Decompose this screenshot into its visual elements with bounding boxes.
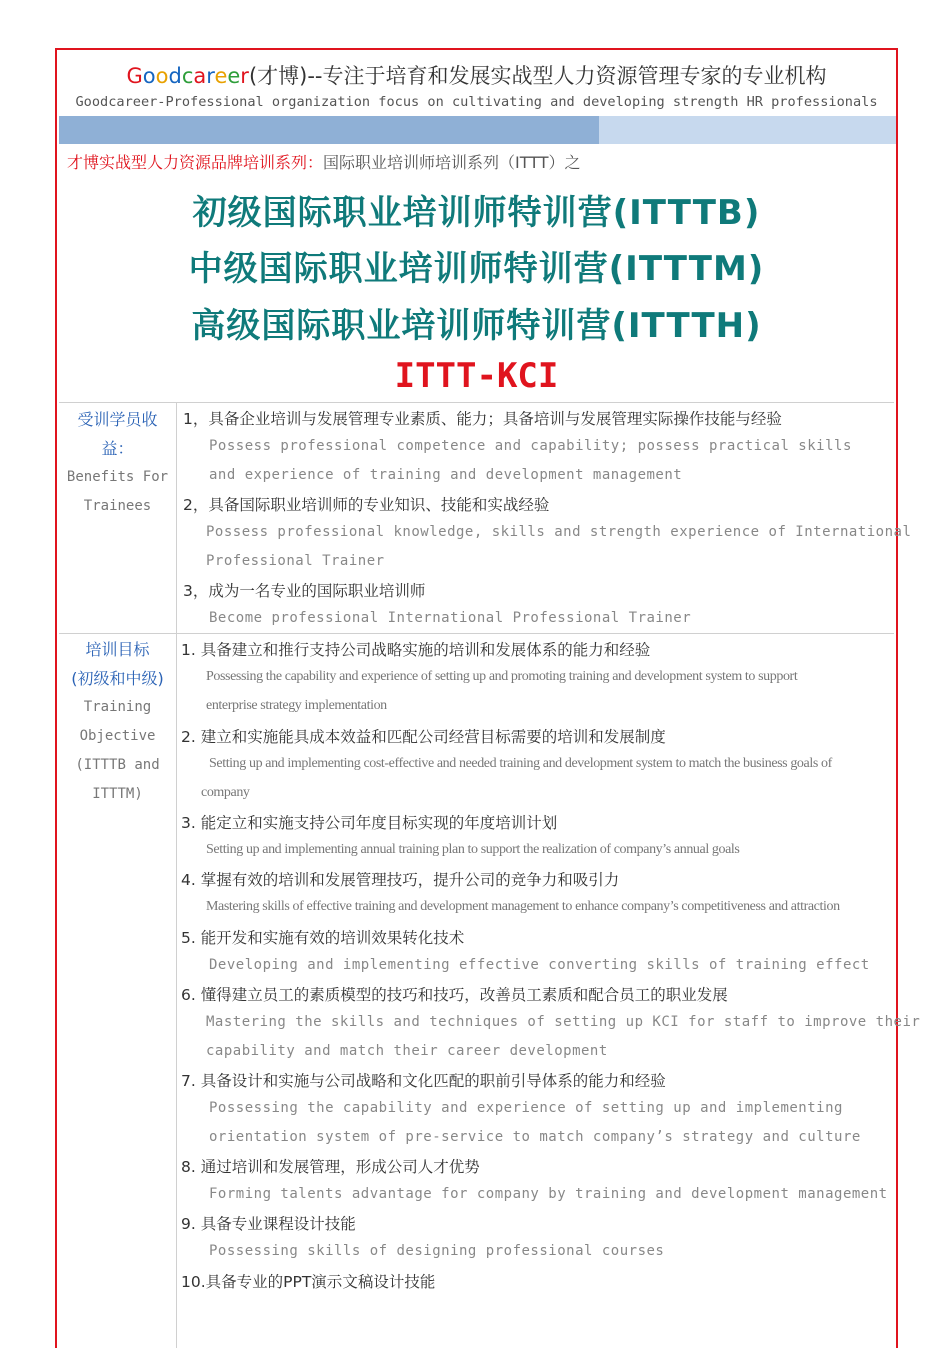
list-item-translation: orientation system of pre-service to match company’s strategy and culture (209, 1129, 861, 1145)
list-item-translation: Possess professional competence and capability; possess practical skills (209, 438, 852, 454)
list-item: 1. 具备建立和推行支持公司战略实施的培训和发展体系的能力和经验 (181, 641, 651, 659)
list-item-translation: Developing and implementing effective converting skills of training effect (209, 957, 870, 973)
list-item-translation: Become professional International Professional Trainer (209, 610, 692, 626)
list-item: 3，成为一名专业的国际职业培训师 (183, 582, 426, 600)
page-frame (55, 48, 921, 1348)
series-text: 国际职业培训师培训系列（ITTT）之 (323, 153, 581, 172)
list-item-translation: Possessing skills of designing professional courses (209, 1243, 665, 1259)
benefits-label: 受训学员收 益： Benefits For Trainees (66, 410, 169, 514)
brand-letter: d (168, 64, 182, 88)
brand-letter: r (240, 64, 249, 88)
list-item-translation: and experience of training and development management (209, 467, 683, 483)
brand-letter: o (155, 64, 169, 88)
brand-letter: o (142, 64, 156, 88)
list-item-translation: Mastering the skills and techniques of setting up KCI for staff to improve their (206, 1014, 921, 1030)
title-middle: 中级国际职业培训师特训营(ITTTM) (188, 249, 765, 289)
list-item: 3. 能定立和实施支持公司年度目标实现的年度培训计划 (181, 814, 558, 832)
brand-logo (127, 64, 249, 88)
brand-letter: G (126, 64, 143, 88)
list-item: 1，具备企业培训与发展管理专业素质、能力；具备培训与发展管理实际操作技能与经验 (183, 410, 782, 428)
list-item-translation: Possess professional knowledge, skills and strength experience of International (206, 524, 912, 540)
list-item: 2. 建立和实施能具成本效益和匹配公司经营目标需要的培训和发展制度 (181, 728, 666, 746)
list-item-translation: company (201, 785, 250, 800)
list-item: 8. 通过培训和发展管理，形成公司人才优势 (181, 1158, 480, 1176)
series-line (67, 150, 581, 173)
header-title (57, 60, 896, 90)
series-prefix: 才博实战型人力资源品牌培训系列： (67, 153, 324, 172)
list-item: 5. 能开发和实施有效的培训效果转化技术 (181, 929, 465, 947)
list-item: 6. 懂得建立员工的素质模型的技巧和技巧，改善员工素质和配合员工的职业发展 (181, 986, 728, 1004)
list-item-translation: Setting up and implementing annual training plan to support the realization of company’s annual goals (206, 842, 740, 857)
list-item: 7. 具备设计和实施与公司战略和文化匹配的职前引导体系的能力和经验 (181, 1072, 666, 1090)
title-basic: 初级国际职业培训师特训营(ITTTB) (192, 193, 761, 233)
brand-letter: a (193, 64, 207, 88)
header-cn-suffix: (才博)--专注于培育和发展实战型人力资源管理专家的专业机构 (248, 64, 827, 88)
brand-letter: e (214, 64, 228, 88)
brand-letter: e (227, 64, 241, 88)
list-item-translation: Possessing the capability and experience of setting up and implementing (209, 1100, 843, 1116)
title-high: 高级国际职业培训师特训营(ITTTH) (191, 306, 762, 346)
list-item-translation: Professional Trainer (206, 553, 385, 569)
table-column-divider (176, 402, 177, 1348)
list-item: 10.具备专业的PPT演示文稿设计技能 (181, 1273, 436, 1291)
objectives-label: 培训目标 (初级和中级) Training Objective (ITTTB and ITTTM) (71, 640, 164, 802)
table-divider (59, 402, 894, 403)
list-item-translation: Forming talents advantage for company by training and development management (209, 1186, 888, 1202)
list-item-translation: Mastering skills of effective training and development management to enhance company’s competitiveness and attraction (206, 899, 840, 914)
list-item-translation: enterprise strategy implementation (206, 698, 387, 713)
list-item-translation: capability and match their career development (206, 1043, 608, 1059)
list-item: 2，具备国际职业培训师的专业知识、技能和实战经验 (183, 496, 550, 514)
brand-letter: c (181, 64, 194, 88)
brand-letter: r (206, 64, 215, 88)
header-color-bar (59, 116, 896, 144)
header-subtitle: Goodcareer-Professional organization focus on cultivating and developing strength HR professionals (75, 94, 878, 110)
list-item: 4. 掌握有效的培训和发展管理技巧，提升公司的竞争力和吸引力 (181, 871, 620, 889)
list-item-translation: Setting up and implementing cost-effective and needed training and development system to match the business goals of (209, 756, 832, 771)
list-item: 9. 具备专业课程设计技能 (181, 1215, 356, 1233)
list-item-translation: Possessing the capability and experience of setting up and promoting training and development system to support (206, 669, 798, 684)
table-divider (59, 633, 894, 634)
course-code: ITTT-KCI (394, 356, 559, 396)
